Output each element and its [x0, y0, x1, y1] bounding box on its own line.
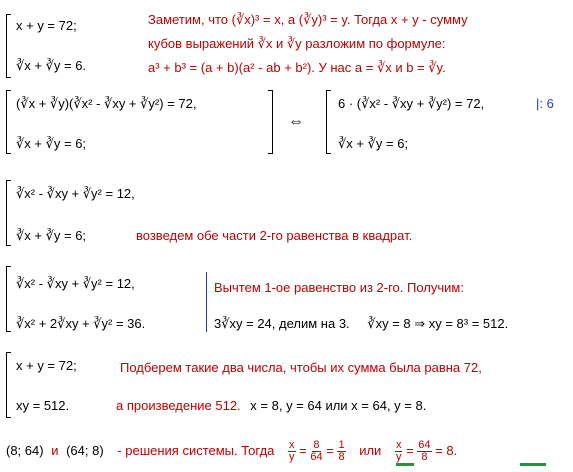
frac-64-8-den: 8 [421, 451, 428, 463]
solutions-line: (8; 64) и (64; 8) - решения системы. Тогда $\frac{x}{y}$ = $\frac{8}{64}$ = $\frac{1}{8}$ или $\frac{x}{y}$ = $\frac{64}{8}$ = 8. [6, 439, 458, 463]
frac-8-64-den: 64 [310, 451, 323, 463]
frac-8-64 [310, 440, 322, 463]
separator-line [206, 272, 207, 332]
system-brace-2 [6, 90, 11, 154]
eq-xy-result: ∛xy = 8 ⇒ xy = 8³ = 512. [367, 316, 509, 331]
note-product-line [116, 398, 426, 414]
note-square: возведем обе части 2-го равенства в квадрат. [136, 228, 413, 243]
note-product: а произведение 512. [116, 398, 241, 413]
solution-b: (64; 8) [66, 442, 104, 458]
frac-8-64-num: 8 [313, 439, 320, 451]
eq-sum-final: x + y = 72; [16, 358, 77, 373]
eq-cuberoot-sum-3: ∛x + ∛y = 6; [338, 136, 409, 151]
frac-64-8 [417, 440, 431, 463]
eq-squared: ∛x² + 2∛xy + ∛y² = 36. [16, 316, 146, 331]
note-cubes: кубов выражений ∛x и ∛y разложим по формуле: [148, 36, 446, 51]
frac-x-y-1 [288, 439, 299, 463]
solutions-text: - решения системы. Тогда [117, 442, 275, 458]
system-brace-1 [6, 14, 11, 78]
candidate-values: x = 8, y = 64 или x = 64, y = 8. [250, 398, 427, 413]
eq-factored: (∛x + ∛y)(∛x² - ∛xy + ∛y²) = 72, [16, 96, 197, 111]
note-formula: a³ + b³ = (a + b)(a² - ab + b²). У нас a = ∛x и b = ∛y. [148, 60, 446, 75]
frac-x-y-1-num: x [289, 439, 295, 451]
frac-64-8-num: 64 [418, 439, 431, 451]
eq-3cuberoot [214, 316, 508, 332]
frac-x-y-1-den: y [289, 451, 295, 463]
system-brace-3 [326, 90, 331, 154]
frac-x-y-2 [395, 440, 403, 463]
eq-cuberoot-sum-4: ∛x + ∛y = 6; [16, 228, 87, 243]
equivalence-arrow: ⇔ [288, 113, 304, 130]
frac-1-8-num: 1 [338, 439, 345, 451]
divide-note: |: 6 [536, 96, 554, 111]
eq-quadratic-form: ∛x² - ∛xy + ∛y² = 12, [16, 186, 135, 201]
eq-first: ∛x² - ∛xy + ∛y² = 12, [16, 276, 135, 291]
frac-1-8 [337, 440, 345, 463]
and-word: и [51, 442, 59, 458]
final-result: 8. [446, 442, 458, 458]
frac-1-8-den: 8 [338, 451, 345, 463]
eq-product: xy = 512. [16, 398, 70, 413]
answer-underline-2 [520, 463, 546, 466]
frac-x-y-2-den: y [395, 451, 402, 463]
answer-underline-1 [396, 463, 414, 466]
eq-sum: x + y = 72; [16, 18, 77, 33]
solution-a: (8; 64) [6, 442, 44, 458]
eq-cuberoot-sum: ∛x + ∛y = 6. [16, 58, 87, 73]
eq-3cuberoot-text: 3∛xy = 24, делим на 3. [214, 316, 350, 331]
system-brace-4 [6, 180, 11, 246]
or-word: или [359, 442, 382, 458]
frac-x-y-2-num: x [395, 439, 402, 451]
eq-cuberoot-sum-2: ∛x + ∛y = 6; [16, 136, 87, 151]
eq-substituted: 6 · (∛x² - ∛xy + ∛y²) = 72, [338, 96, 485, 111]
note-subtract: Вычтем 1-ое равенство из 2-го. Получим: [214, 280, 464, 295]
system-rbrace-2 [268, 90, 273, 154]
note-observe: Заметим, что (∛x)³ = x, а (∛y)³ = y. Тогда x + y - сумму [148, 12, 468, 27]
system-brace-5 [6, 266, 11, 332]
system-brace-6 [6, 352, 11, 418]
note-pick-numbers: Подберем такие два числа, чтобы их сумма была равна 72, [120, 360, 482, 375]
